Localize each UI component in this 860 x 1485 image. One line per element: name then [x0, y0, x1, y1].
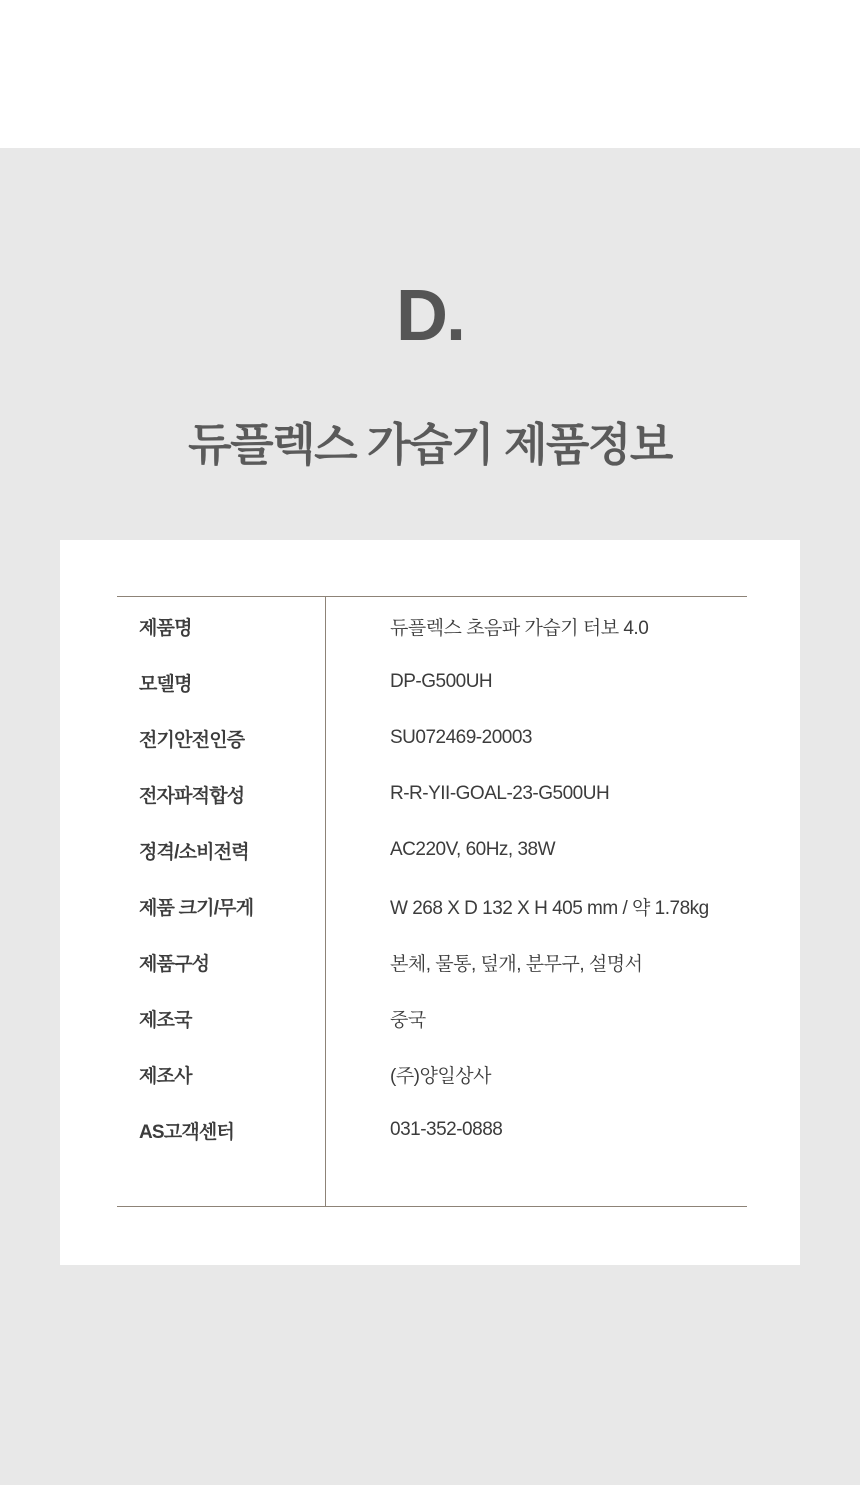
spec-value: (주)양일상사 — [390, 1065, 491, 1087]
spec-label: AS고객센터 — [139, 1121, 235, 1143]
table-bottom-rule — [117, 1206, 747, 1207]
spec-card — [60, 540, 800, 1265]
page-title: 듀플렉스 가습기 제품정보 — [188, 419, 672, 470]
table-row — [117, 1046, 747, 1102]
table-top-rule — [117, 596, 747, 597]
spec-label: 제품 크기/무게 — [139, 897, 254, 919]
spec-value: W 268 X D 132 X H 405 mm / 약 1.78kg — [390, 897, 709, 919]
spec-label: 제조국 — [139, 1009, 192, 1031]
spec-label: 모델명 — [139, 673, 192, 695]
table-row — [117, 878, 747, 934]
spec-label: 정격/소비전력 — [139, 841, 249, 863]
spec-value: R-R-YII-GOAL-23-G500UH — [390, 783, 610, 804]
table-row — [117, 934, 747, 990]
spec-value: 중국 — [390, 1009, 426, 1031]
table-row — [117, 766, 747, 822]
spec-label: 전기안전인증 — [139, 729, 245, 751]
spec-value: AC220V, 60Hz, 38W — [390, 839, 556, 860]
table-row — [117, 822, 747, 878]
brand-logo: D. — [396, 276, 464, 356]
table-row — [117, 710, 747, 766]
spec-label: 제품명 — [139, 617, 192, 639]
table-row — [117, 598, 747, 654]
spec-value: 듀플렉스 초음파 가습기 터보 4.0 — [390, 617, 649, 639]
spec-label: 전자파적합성 — [139, 785, 245, 807]
top-white-margin — [0, 0, 860, 148]
spec-label: 제품구성 — [139, 953, 210, 975]
spec-value: 031-352-0888 — [390, 1119, 503, 1140]
spec-value: 본체, 물통, 덮개, 분무구, 설명서 — [390, 953, 643, 975]
spec-value: DP-G500UH — [390, 671, 493, 692]
spec-label: 제조사 — [139, 1065, 192, 1087]
spec-value: SU072469-20003 — [390, 727, 532, 748]
table-row — [117, 1102, 747, 1158]
table-row — [117, 654, 747, 710]
table-row — [117, 990, 747, 1046]
specification-table — [117, 598, 747, 1158]
